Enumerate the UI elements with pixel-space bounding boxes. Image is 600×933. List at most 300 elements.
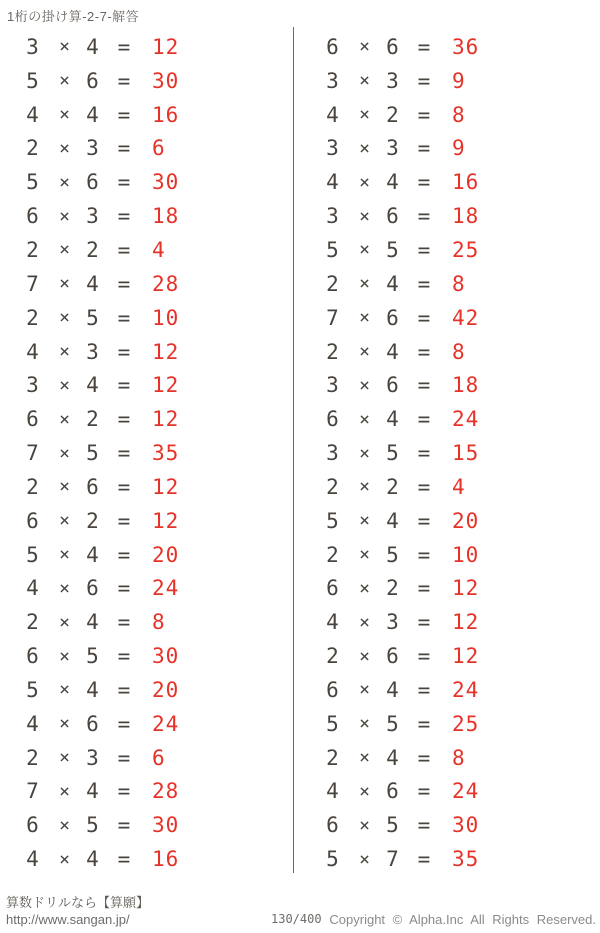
answer-value: 12 — [152, 339, 180, 364]
operand-1: 3 — [326, 373, 339, 398]
equals-sign: = — [117, 237, 131, 262]
problems-column-right — [300, 30, 593, 876]
equals-sign: = — [117, 542, 131, 567]
times-sign: × — [59, 408, 70, 430]
page-title: 1桁の掛け算-2-7-解答 — [7, 9, 140, 24]
answer-value: 16 — [152, 847, 180, 872]
operand-1: 2 — [326, 339, 339, 364]
equals-sign: = — [417, 474, 431, 499]
answer-value: 20 — [152, 677, 180, 702]
equals-sign: = — [417, 610, 431, 635]
times-sign: × — [59, 104, 70, 126]
answer-value: 24 — [452, 677, 480, 702]
operand-1: 6 — [326, 576, 339, 601]
problem-row — [300, 605, 593, 639]
operand-1: 2 — [26, 237, 39, 262]
problem-row — [300, 132, 593, 166]
times-sign: × — [59, 36, 70, 58]
operand-1: 4 — [326, 102, 339, 127]
problem-row — [0, 132, 293, 166]
operand-2: 6 — [386, 779, 399, 804]
operand-1: 2 — [26, 305, 39, 330]
equals-sign: = — [417, 576, 431, 601]
problem-row — [300, 842, 593, 876]
operand-1: 4 — [26, 847, 39, 872]
operand-1: 4 — [326, 779, 339, 804]
operand-2: 5 — [86, 644, 99, 669]
answer-value: 15 — [452, 441, 480, 466]
times-sign: × — [59, 577, 70, 599]
footer-copyright: Copyright © Alpha.Inc All Rights Reserved. — [329, 912, 596, 927]
operand-2: 4 — [86, 373, 99, 398]
equals-sign: = — [117, 271, 131, 296]
answer-value: 10 — [452, 542, 480, 567]
operand-1: 5 — [26, 542, 39, 567]
equals-sign: = — [417, 813, 431, 838]
operand-2: 4 — [86, 847, 99, 872]
problem-row — [300, 335, 593, 369]
equals-sign: = — [417, 170, 431, 195]
equals-sign: = — [417, 204, 431, 229]
times-sign: × — [359, 510, 370, 532]
times-sign: × — [359, 544, 370, 566]
footer-page-number: 130/400 — [271, 912, 322, 926]
answer-value: 8 — [452, 102, 466, 127]
equals-sign: = — [117, 204, 131, 229]
operand-2: 2 — [86, 407, 99, 432]
equals-sign: = — [117, 508, 131, 533]
problem-row — [300, 775, 593, 809]
operand-1: 3 — [326, 441, 339, 466]
equals-sign: = — [117, 68, 131, 93]
answer-value: 20 — [152, 542, 180, 567]
operand-2: 2 — [86, 237, 99, 262]
equals-sign: = — [117, 407, 131, 432]
equals-sign: = — [417, 407, 431, 432]
answer-value: 16 — [452, 170, 480, 195]
answer-value: 18 — [152, 204, 180, 229]
times-sign: × — [59, 780, 70, 802]
answer-value: 30 — [152, 68, 180, 93]
answer-value: 24 — [452, 407, 480, 432]
equals-sign: = — [417, 237, 431, 262]
times-sign: × — [59, 171, 70, 193]
answer-value: 42 — [452, 305, 480, 330]
problem-row — [300, 301, 593, 335]
equals-sign: = — [417, 68, 431, 93]
operand-2: 4 — [86, 542, 99, 567]
operand-2: 6 — [386, 373, 399, 398]
answer-value: 8 — [452, 745, 466, 770]
answer-value: 8 — [452, 271, 466, 296]
operand-1: 4 — [26, 711, 39, 736]
answer-value: 25 — [452, 237, 480, 262]
equals-sign: = — [117, 170, 131, 195]
answer-value: 12 — [152, 34, 180, 59]
operand-1: 5 — [326, 847, 339, 872]
operand-1: 5 — [326, 237, 339, 262]
operand-2: 4 — [86, 779, 99, 804]
operand-2: 5 — [86, 813, 99, 838]
times-sign: × — [359, 611, 370, 633]
answer-value: 20 — [452, 508, 480, 533]
equals-sign: = — [117, 34, 131, 59]
times-sign: × — [359, 442, 370, 464]
problem-row — [300, 199, 593, 233]
equals-sign: = — [117, 711, 131, 736]
answer-value: 12 — [452, 610, 480, 635]
times-sign: × — [359, 577, 370, 599]
problem-row — [0, 402, 293, 436]
times-sign: × — [59, 341, 70, 363]
problem-row — [300, 64, 593, 98]
operand-1: 4 — [326, 610, 339, 635]
answer-value: 35 — [452, 847, 480, 872]
answer-value: 8 — [452, 339, 466, 364]
operand-2: 3 — [386, 136, 399, 161]
operand-2: 5 — [86, 441, 99, 466]
operand-1: 6 — [326, 407, 339, 432]
answer-value: 8 — [152, 610, 166, 635]
times-sign: × — [59, 205, 70, 227]
times-sign: × — [59, 510, 70, 532]
equals-sign: = — [417, 271, 431, 296]
operand-2: 4 — [386, 745, 399, 770]
operand-1: 2 — [326, 271, 339, 296]
times-sign: × — [59, 814, 70, 836]
equals-sign: = — [417, 779, 431, 804]
operand-2: 4 — [86, 271, 99, 296]
equals-sign: = — [117, 474, 131, 499]
times-sign: × — [359, 36, 370, 58]
answer-value: 35 — [152, 441, 180, 466]
times-sign: × — [359, 476, 370, 498]
operand-1: 2 — [26, 474, 39, 499]
problem-row — [300, 233, 593, 267]
operand-2: 3 — [86, 745, 99, 770]
answer-value: 9 — [452, 68, 466, 93]
times-sign: × — [359, 408, 370, 430]
problem-row — [300, 402, 593, 436]
operand-1: 7 — [26, 779, 39, 804]
operand-1: 5 — [326, 711, 339, 736]
times-sign: × — [59, 611, 70, 633]
times-sign: × — [359, 104, 370, 126]
problem-row — [0, 165, 293, 199]
answer-value: 28 — [152, 271, 180, 296]
operand-2: 5 — [386, 237, 399, 262]
operand-2: 7 — [386, 847, 399, 872]
operand-2: 4 — [386, 170, 399, 195]
equals-sign: = — [417, 373, 431, 398]
times-sign: × — [59, 747, 70, 769]
answer-value: 30 — [152, 170, 180, 195]
operand-2: 4 — [86, 102, 99, 127]
operand-1: 6 — [326, 677, 339, 702]
operand-2: 3 — [86, 136, 99, 161]
operand-1: 5 — [26, 677, 39, 702]
equals-sign: = — [417, 102, 431, 127]
operand-2: 4 — [386, 271, 399, 296]
answer-value: 6 — [152, 136, 166, 161]
equals-sign: = — [117, 441, 131, 466]
problem-row — [0, 808, 293, 842]
equals-sign: = — [117, 373, 131, 398]
answer-value: 18 — [452, 204, 480, 229]
operand-2: 5 — [386, 711, 399, 736]
equals-sign: = — [117, 102, 131, 127]
answer-value: 6 — [152, 745, 166, 770]
times-sign: × — [59, 442, 70, 464]
problem-row — [0, 572, 293, 606]
equals-sign: = — [117, 610, 131, 635]
equals-sign: = — [417, 847, 431, 872]
operand-2: 6 — [86, 170, 99, 195]
operand-1: 3 — [326, 136, 339, 161]
operand-1: 3 — [26, 373, 39, 398]
equals-sign: = — [417, 677, 431, 702]
answer-value: 30 — [152, 813, 180, 838]
problem-row — [300, 30, 593, 64]
problem-row — [300, 741, 593, 775]
operand-2: 4 — [386, 407, 399, 432]
problem-row — [0, 707, 293, 741]
footer-site-name: 算数ドリルなら【算願】 — [6, 895, 150, 910]
problems-column-left — [0, 30, 293, 876]
operand-2: 6 — [386, 644, 399, 669]
operand-2: 5 — [386, 542, 399, 567]
operand-1: 7 — [26, 441, 39, 466]
times-sign: × — [359, 171, 370, 193]
equals-sign: = — [417, 644, 431, 669]
equals-sign: = — [417, 305, 431, 330]
answer-value: 30 — [152, 644, 180, 669]
operand-1: 2 — [326, 474, 339, 499]
operand-1: 2 — [326, 745, 339, 770]
operand-2: 5 — [386, 441, 399, 466]
equals-sign: = — [417, 508, 431, 533]
footer-url: http://www.sangan.jp/ — [6, 912, 130, 927]
operand-2: 6 — [86, 68, 99, 93]
equals-sign: = — [417, 339, 431, 364]
problem-row — [0, 30, 293, 64]
problem-row — [0, 470, 293, 504]
equals-sign: = — [417, 34, 431, 59]
problem-row — [300, 572, 593, 606]
operand-2: 6 — [86, 576, 99, 601]
operand-2: 6 — [386, 34, 399, 59]
equals-sign: = — [117, 779, 131, 804]
answer-value: 24 — [452, 779, 480, 804]
problem-row — [0, 98, 293, 132]
problem-row — [0, 504, 293, 538]
problem-row — [300, 165, 593, 199]
times-sign: × — [59, 273, 70, 295]
problem-row — [0, 199, 293, 233]
operand-1: 6 — [26, 407, 39, 432]
times-sign: × — [359, 205, 370, 227]
times-sign: × — [59, 544, 70, 566]
answer-value: 24 — [152, 711, 180, 736]
problem-row — [0, 741, 293, 775]
answer-value: 24 — [152, 576, 180, 601]
problem-row — [300, 267, 593, 301]
times-sign: × — [359, 645, 370, 667]
operand-1: 7 — [26, 271, 39, 296]
times-sign: × — [59, 70, 70, 92]
operand-1: 4 — [26, 102, 39, 127]
problem-row — [300, 707, 593, 741]
answer-value: 30 — [452, 813, 480, 838]
operand-2: 4 — [86, 677, 99, 702]
problem-row — [300, 368, 593, 402]
answer-value: 16 — [152, 102, 180, 127]
operand-2: 3 — [386, 610, 399, 635]
problem-row — [0, 267, 293, 301]
operand-1: 2 — [26, 745, 39, 770]
problem-row — [0, 639, 293, 673]
operand-1: 3 — [326, 204, 339, 229]
equals-sign: = — [117, 745, 131, 770]
equals-sign: = — [117, 644, 131, 669]
times-sign: × — [359, 679, 370, 701]
operand-1: 6 — [26, 204, 39, 229]
problem-row — [300, 98, 593, 132]
problem-row — [300, 470, 593, 504]
equals-sign: = — [117, 305, 131, 330]
times-sign: × — [359, 848, 370, 870]
problem-row — [0, 538, 293, 572]
operand-1: 4 — [326, 170, 339, 195]
operand-1: 4 — [26, 576, 39, 601]
operand-2: 2 — [386, 102, 399, 127]
answer-value: 12 — [152, 474, 180, 499]
operand-2: 2 — [386, 576, 399, 601]
operand-2: 3 — [386, 68, 399, 93]
answer-value: 12 — [152, 373, 180, 398]
problem-row — [0, 605, 293, 639]
answer-value: 25 — [452, 711, 480, 736]
operand-1: 6 — [326, 813, 339, 838]
problem-row — [300, 504, 593, 538]
operand-2: 3 — [86, 339, 99, 364]
times-sign: × — [359, 273, 370, 295]
problem-row — [0, 233, 293, 267]
operand-2: 4 — [386, 508, 399, 533]
times-sign: × — [359, 713, 370, 735]
answer-value: 28 — [152, 779, 180, 804]
problem-row — [0, 64, 293, 98]
equals-sign: = — [117, 339, 131, 364]
operand-1: 5 — [26, 68, 39, 93]
operand-1: 5 — [26, 170, 39, 195]
times-sign: × — [59, 137, 70, 159]
operand-1: 3 — [326, 68, 339, 93]
times-sign: × — [359, 239, 370, 261]
problem-row — [0, 673, 293, 707]
answer-value: 12 — [152, 508, 180, 533]
problem-row — [0, 842, 293, 876]
equals-sign: = — [417, 745, 431, 770]
times-sign: × — [59, 239, 70, 261]
equals-sign: = — [417, 441, 431, 466]
answer-value: 36 — [452, 34, 480, 59]
equals-sign: = — [117, 136, 131, 161]
times-sign: × — [359, 814, 370, 836]
operand-1: 6 — [26, 813, 39, 838]
operand-2: 6 — [386, 305, 399, 330]
equals-sign: = — [117, 677, 131, 702]
operand-2: 2 — [86, 508, 99, 533]
operand-2: 4 — [86, 34, 99, 59]
times-sign: × — [59, 679, 70, 701]
answer-value: 9 — [452, 136, 466, 161]
times-sign: × — [59, 374, 70, 396]
operand-2: 4 — [86, 610, 99, 635]
problem-row — [300, 639, 593, 673]
times-sign: × — [59, 307, 70, 329]
times-sign: × — [359, 747, 370, 769]
operand-1: 2 — [26, 610, 39, 635]
equals-sign: = — [117, 847, 131, 872]
problem-row — [0, 436, 293, 470]
operand-1: 2 — [26, 136, 39, 161]
times-sign: × — [59, 848, 70, 870]
operand-2: 4 — [386, 677, 399, 702]
operand-2: 6 — [86, 711, 99, 736]
answer-value: 10 — [152, 305, 180, 330]
problems-grid — [0, 30, 600, 877]
times-sign: × — [359, 374, 370, 396]
operand-1: 7 — [326, 305, 339, 330]
operand-1: 4 — [26, 339, 39, 364]
column-divider-line — [293, 27, 294, 873]
times-sign: × — [359, 70, 370, 92]
operand-2: 6 — [86, 474, 99, 499]
operand-2: 3 — [86, 204, 99, 229]
problem-row — [300, 808, 593, 842]
operand-2: 4 — [386, 339, 399, 364]
operand-1: 6 — [26, 508, 39, 533]
operand-2: 6 — [386, 204, 399, 229]
problem-row — [0, 775, 293, 809]
answer-value: 12 — [452, 644, 480, 669]
equals-sign: = — [417, 542, 431, 567]
problem-row — [300, 436, 593, 470]
problem-row — [300, 673, 593, 707]
answer-value: 18 — [452, 373, 480, 398]
times-sign: × — [359, 780, 370, 802]
operand-1: 5 — [326, 508, 339, 533]
operand-1: 2 — [326, 542, 339, 567]
problem-row — [0, 335, 293, 369]
operand-1: 6 — [26, 644, 39, 669]
operand-2: 5 — [86, 305, 99, 330]
times-sign: × — [359, 137, 370, 159]
equals-sign: = — [117, 813, 131, 838]
equals-sign: = — [417, 711, 431, 736]
answer-value: 12 — [152, 407, 180, 432]
operand-2: 2 — [386, 474, 399, 499]
operand-2: 5 — [386, 813, 399, 838]
operand-1: 3 — [26, 34, 39, 59]
problem-row — [0, 368, 293, 402]
equals-sign: = — [417, 136, 431, 161]
times-sign: × — [59, 713, 70, 735]
answer-value: 4 — [452, 474, 466, 499]
operand-1: 2 — [326, 644, 339, 669]
times-sign: × — [359, 307, 370, 329]
